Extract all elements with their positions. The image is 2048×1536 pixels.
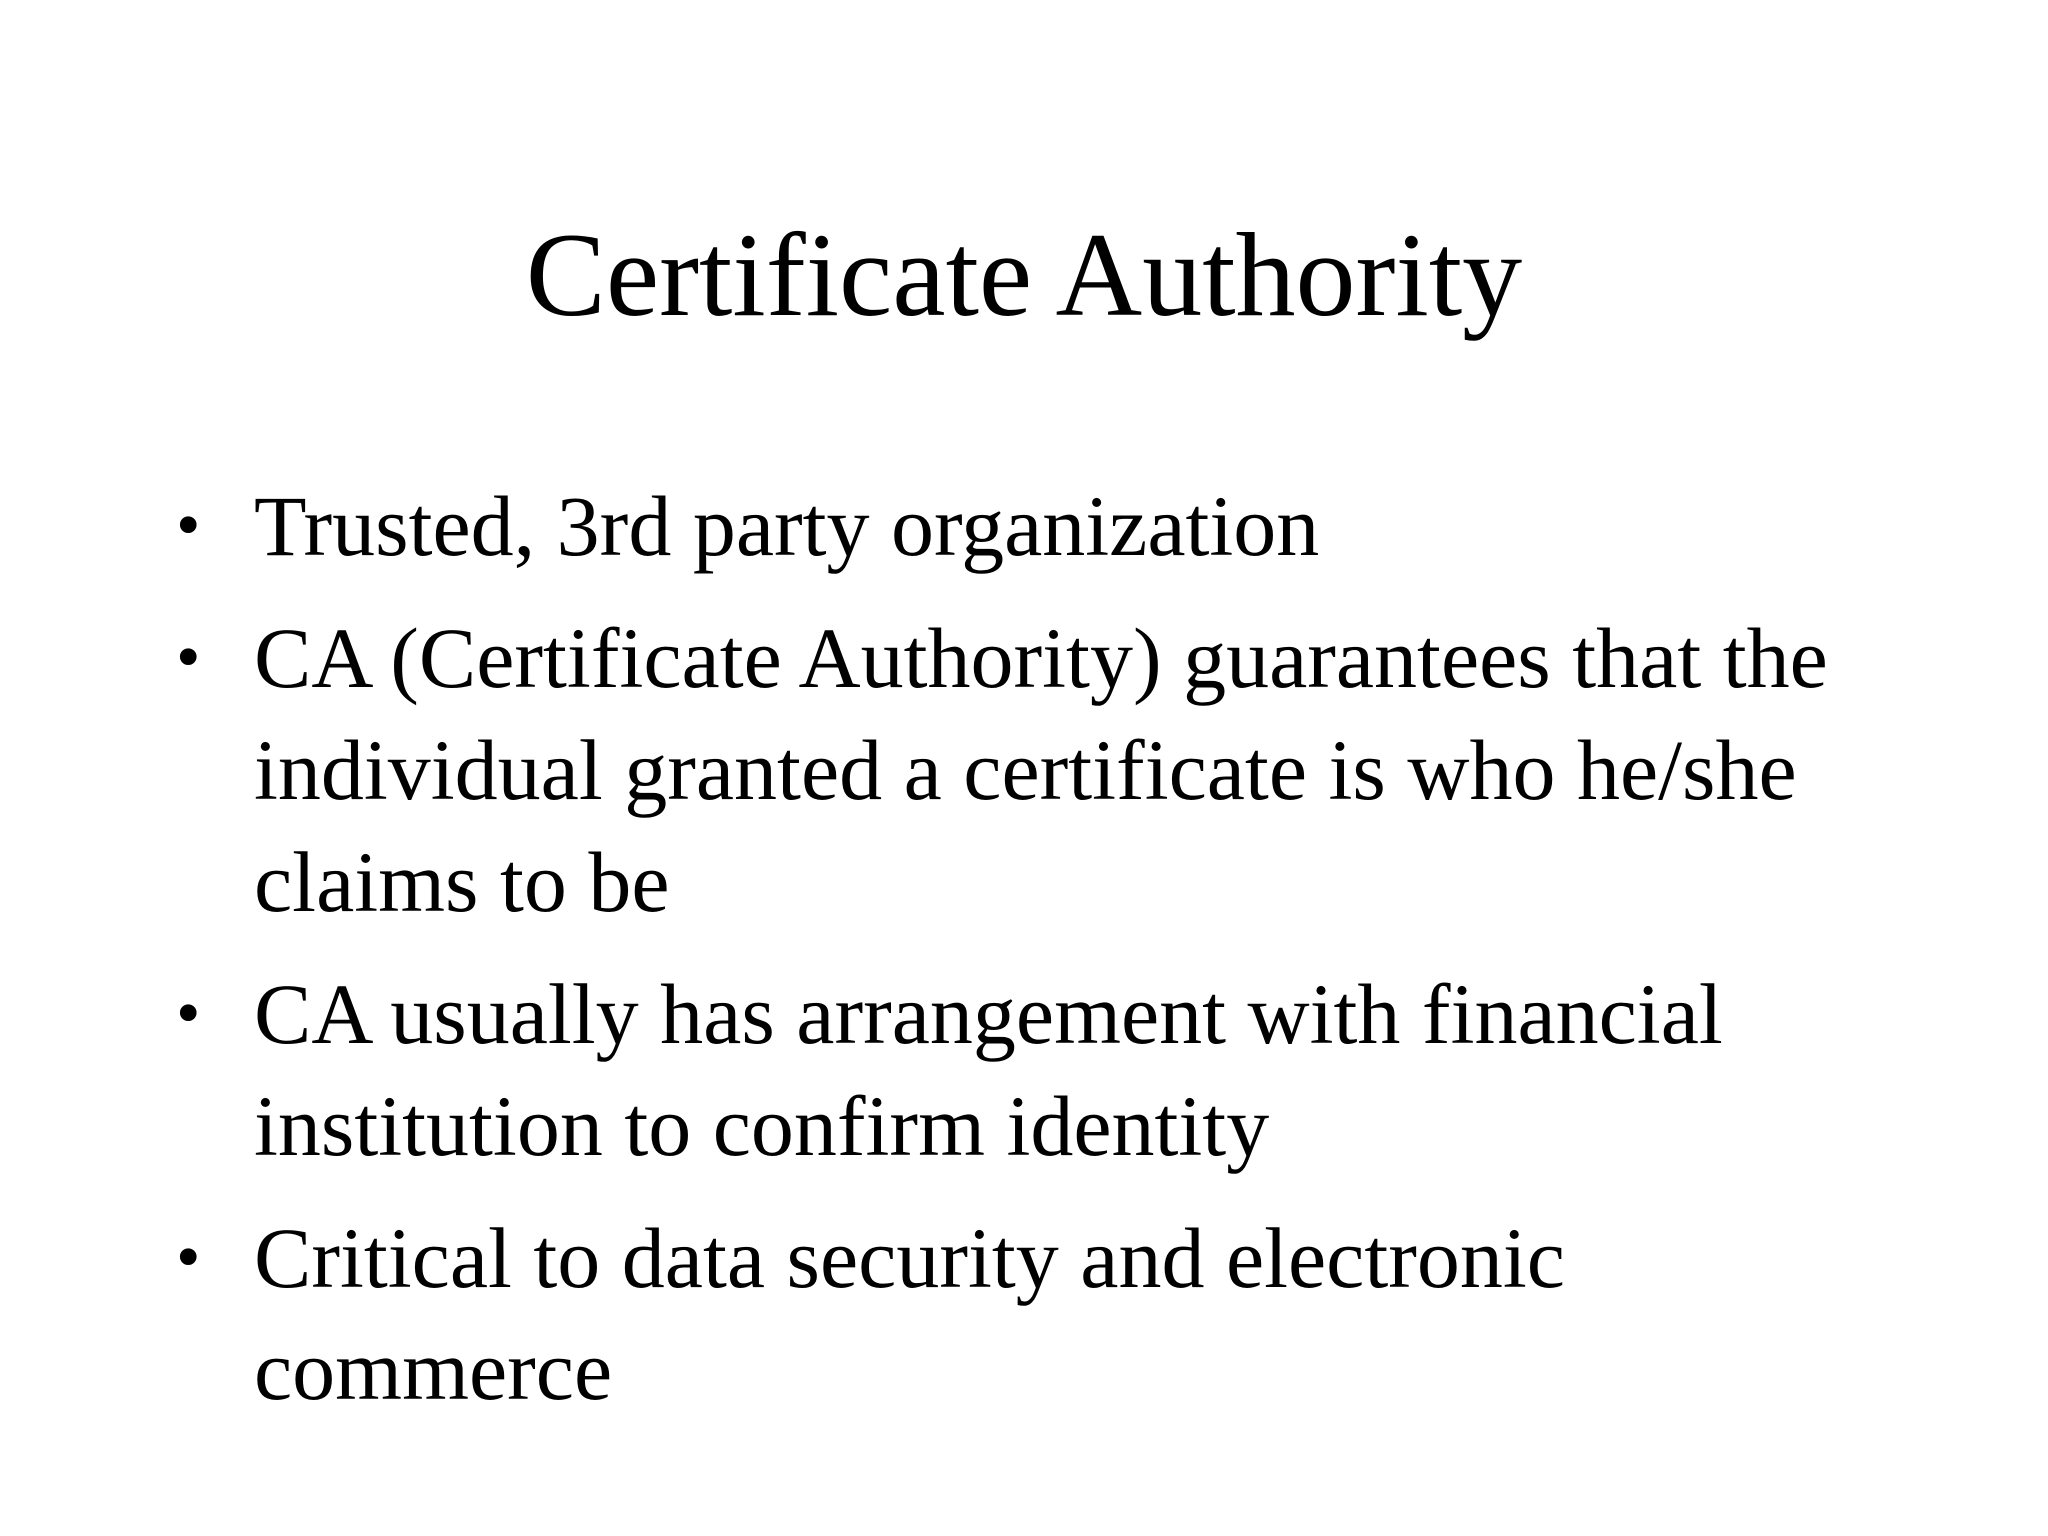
bullet-item <box>170 1202 1910 1426</box>
bullet-text: CA (Certificate Authority) guarantees that the individual granted a certificate is who he/she claims to be <box>254 610 1828 930</box>
bullet-icon: • <box>176 619 201 696</box>
bullet-text: Trusted, 3rd party organization <box>254 478 1320 574</box>
bullet-item <box>170 958 1910 1182</box>
bullet-icon: • <box>176 1219 201 1296</box>
bullet-item <box>170 602 1910 938</box>
bullet-list <box>170 470 1910 1446</box>
bullet-item <box>170 470 1910 582</box>
bullet-text: Critical to data security and electronic commerce <box>254 1210 1565 1418</box>
slide-title: Certificate Authority <box>525 208 1523 341</box>
bullet-icon: • <box>176 487 201 564</box>
bullet-icon: • <box>176 975 201 1052</box>
bullet-text: CA usually has arrangement with financial institution to confirm identity <box>254 966 1723 1174</box>
